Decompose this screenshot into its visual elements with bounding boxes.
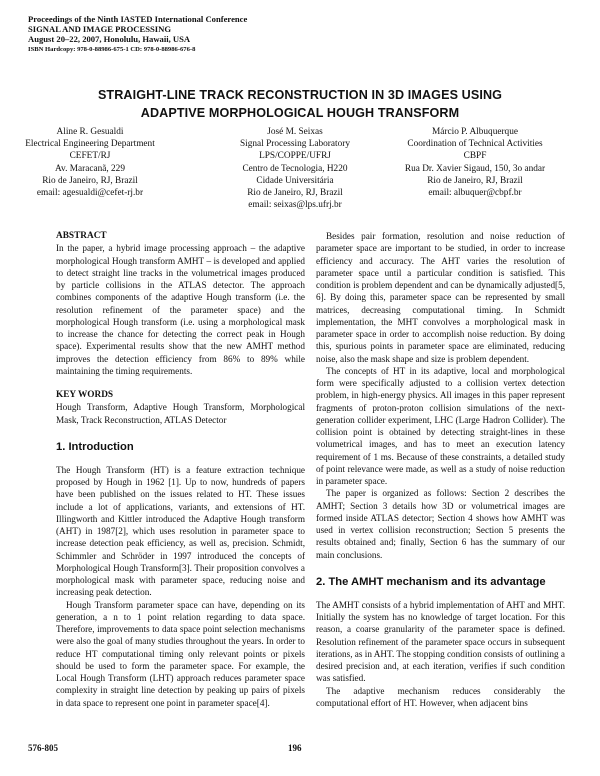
- right-paragraph-3: The paper is organized as follows: Section 2 describes the AMHT; Section 3 details how 3D or volumetrical images are formed inside ATLAS detector; Section 4 shows how AMHT was used in vertex collision reconstruction; Section 5 presents the results obtained and; finally, Section 6 has the summary of our main conclusions.: [316, 488, 565, 560]
- author-1-dept: Electrical Engineering Department: [25, 139, 155, 150]
- author-2-inst: LPS/COPPE/UFRJ: [259, 151, 331, 162]
- author-2-address: Centro de Tecnologia, H220: [242, 163, 348, 174]
- header-line-2: SIGNAL AND IMAGE PROCESSING: [28, 24, 172, 34]
- section-2-paragraph-2: The adaptive mechanism reduces considerably the computational effort of HT. However, when adjacent bins: [316, 685, 565, 708]
- right-paragraph-2: The concepts of HT in its adaptive, local and morphological form were specifically adjusted to a collision vertex detection problem, in high-energy physics. All images in this paper represent fragments of proton-proton collision simulations of the next-generation collider experiment, LHC (Large Hadron Collider). The collision point is obtained by detecting straight-lines in these volumetrical images, and has to meet an execution latency requirement of 1 ms. Because of these constraints, a detailed study of point relevance were made, as well as a study of noise reduction in parameter space.: [316, 365, 565, 486]
- author-block-1: [0, 126, 180, 199]
- author-3-inst: CBPF: [463, 151, 487, 162]
- author-1-name: Aline R. Gesualdi: [56, 127, 124, 137]
- author-block-3: [380, 126, 570, 199]
- author-2-email: email: seixas@lps.ufrj.br: [248, 200, 342, 211]
- paper-title: [0, 86, 600, 122]
- right-paragraph-1: Besides pair formation, resolution and noise reduction of parameter space are important to be studied, in order to increase efficiency and accuracy. The AHT varies the resolution of parameter space until a particular condition is satisfied. This condition is problem dependent and can be dynamically adjusted[5, 6]. By doing this, parameter space can be represented by small matrices, decreasing computational timing. In Schmidt implementation, the MHT convolves a morphological mask in parameter space in order to accomplish noise reduction. By doing this, spurious points in parameter space are eliminated, reducing noise, also the mask shape and size is problem dependent.: [316, 231, 565, 364]
- section-1-heading: 1. Introduction: [56, 440, 134, 453]
- author-3-name: Márcio P. Albuquerque: [432, 127, 518, 137]
- author-1-email: email: agesualdi@cefet-rj.br: [36, 188, 144, 199]
- title-line-1: STRAIGHT-LINE TRACK RECONSTRUCTION IN 3D IMAGES USING: [97, 88, 503, 102]
- abstract-heading: ABSTRACT: [56, 231, 107, 241]
- left-column: [56, 230, 305, 709]
- conference-header: [28, 14, 247, 55]
- author-block-2: [205, 126, 385, 211]
- author-1-inst: CEFET/RJ: [69, 151, 111, 162]
- right-column: [316, 230, 565, 709]
- author-3-dept: Coordination of Technical Activities: [407, 139, 543, 150]
- title-line-2: ADAPTIVE MORPHOLOGICAL HOUGH TRANSFORM: [140, 106, 460, 120]
- author-3-email: email: albuquer@cbpf.br: [428, 188, 522, 199]
- header-line-3: August 20–22, 2007, Honolulu, Hawaii, USA: [28, 34, 191, 44]
- author-2-campus: Cidade Universitária: [256, 175, 334, 186]
- keywords-heading: KEY WORDS: [56, 390, 114, 400]
- section-2-paragraph-1: The AMHT consists of a hybrid implementation of AHT and MHT. Initially the system has no knowledge of target location. For this reason, a coarse granularity of the parameter space is defined. Resolution refinement of the parameter space occurs in subsequent iterations, as in AHT. The stopping condition consists of outlining a desired precision and, at each iteration, verifies if such condition was satisfied.: [316, 599, 565, 684]
- page-number: 196: [288, 743, 302, 753]
- section-1-paragraph-2: Hough Transform parameter space can have, depending on its generation, a n to 1 point relation regarding to data space. Therefore, improvements to data space point selection mechanisms were also the goal of many studies throughout the years. In order to reduce HT computational timing only relevant points or pixels should be used to form the parameter space. For example, the Local Hough Transform (LHT) approach reduces parameter space complexity in straight line detection by peaking up pairs of pixels in data space to represent one point in parameter space[4].: [56, 599, 305, 708]
- author-1-address: Av. Maracanã, 229: [55, 163, 125, 174]
- keywords-text: Hough Transform, Adaptive Hough Transform, Morphological Mask, Track Reconstruction, ATLAS Detector: [56, 402, 305, 425]
- author-2-name: José M. Seixas: [267, 127, 323, 137]
- header-line-1: Proceedings of the Ninth IASTED International Conference: [28, 14, 248, 24]
- section-1-paragraph-1: The Hough Transform (HT) is a feature extraction technique proposed by Hough in 1962 [1]. Up to now, hundreds of papers have been published on the issues related to HT. These issues include a lot of applications, variants, and extensions of HT. Illingworth and Kittler introduced the Adaptive Hough transform (AHT) in 1987[2], which uses resolution in parameter space to increase detection peak efficiency, as well as, precision. Schmidt, Schimmler and Schröder in 1997 introduced the concepts of Morphological Hough Transform[3]. Their proposition convolves a morphological mask with parameter space, reducing noise and increasing peak detection.: [56, 464, 305, 598]
- author-3-address: Rua Dr. Xavier Sigaud, 150, 3o andar: [404, 163, 546, 174]
- author-1-city: Rio de Janeiro, RJ, Brazil: [42, 175, 138, 186]
- author-2-city: Rio de Janeiro, RJ, Brazil: [247, 188, 343, 199]
- footer-code: 576-805: [28, 743, 58, 753]
- author-3-city: Rio de Janeiro, RJ, Brazil: [427, 175, 523, 186]
- header-line-4: ISBN Hardcopy: 978-0-88986-675-1 CD: 978-0-88986-676-8: [28, 46, 196, 53]
- author-2-dept: Signal Processing Laboratory: [240, 139, 350, 150]
- section-2-heading: 2. The AMHT mechanism and its advantage: [316, 575, 546, 588]
- abstract-text: In the paper, a hybrid image processing approach – the adaptive morphological Hough transform AMHT – is developed and applied to detect straight line tracks in the volumetrical images produced by particle collisions in the ATLAS detector. The approach combines components of the adaptive Hough transform (i.e. the resolution refinement of the parameter space) and the morphological Hough transform (i.e. using a morphological mask to increase the chance for detecting the correct peak in Hough space). Experimental results show that the new AMHT method improves the detection efficiency from 86% to 89% while maintaining the timing requirements.: [56, 243, 305, 376]
